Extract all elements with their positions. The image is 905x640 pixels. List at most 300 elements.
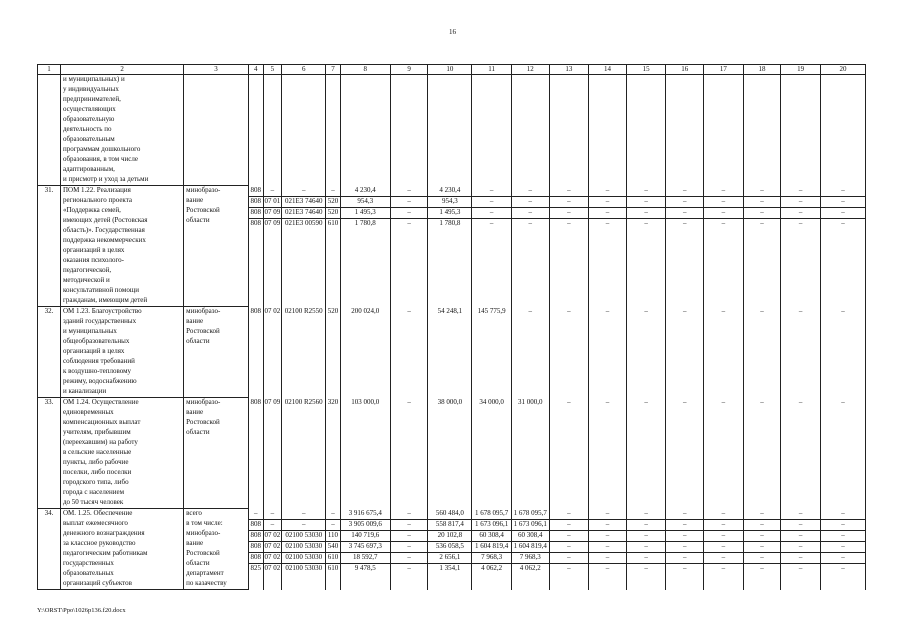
value-line: – — [589, 197, 626, 208]
value-line: – — [744, 186, 781, 197]
value-line: – — [550, 197, 589, 208]
value-line: – — [760, 397, 764, 406]
measure-name-line: педагогической, — [62, 266, 112, 274]
measure-name-line: за классное руководство — [62, 539, 136, 547]
value-line: – — [798, 563, 803, 572]
column-number-cell: 17 — [704, 65, 744, 75]
measure-name-line: компенсационных выплат — [62, 418, 141, 426]
value-line: – — [821, 553, 865, 564]
value-line: 1 780,8 — [439, 218, 461, 227]
value-line: – — [326, 509, 340, 520]
value-cell — [340, 307, 390, 398]
value-line: – — [781, 509, 820, 520]
value-cell — [340, 398, 390, 509]
value-line: 07 09 — [264, 218, 281, 227]
value-line: – — [821, 197, 865, 208]
value-line: 07 02 — [264, 542, 282, 553]
value-line: – — [781, 186, 820, 197]
value-line: 808 — [250, 397, 261, 406]
row-number: 31. — [38, 186, 61, 307]
value-line: – — [666, 542, 703, 553]
value-cell — [390, 307, 428, 398]
value-cell — [666, 75, 704, 186]
value-line: – — [760, 218, 764, 227]
measure-name-line: консультативной помощи — [62, 286, 139, 294]
value-cell — [589, 186, 627, 307]
value-line: – — [644, 306, 648, 315]
value-line: – — [666, 520, 703, 531]
value-cell — [326, 398, 341, 509]
value-line: – — [744, 553, 781, 564]
value-cell — [820, 509, 865, 590]
executor — [184, 307, 249, 398]
value-line: – — [391, 186, 428, 197]
budget-table — [37, 64, 866, 590]
value-line: – — [821, 542, 865, 553]
value-cell — [704, 75, 744, 186]
table-row — [38, 307, 866, 398]
value-line: 808 — [250, 306, 261, 315]
value-cell — [282, 509, 326, 590]
column-number-cell: 15 — [626, 65, 666, 75]
value-cell — [282, 398, 326, 509]
value-line: – — [627, 542, 666, 553]
value-line: – — [644, 218, 648, 227]
executor-line: по казачеству — [186, 579, 227, 587]
measure-name-line: государственных — [62, 559, 114, 567]
value-line: – — [821, 208, 865, 219]
page-number: 16 — [449, 28, 456, 36]
value-cell — [549, 75, 589, 186]
value-cell — [263, 307, 282, 398]
value-cell — [589, 398, 627, 509]
value-line: 18 592,7 — [341, 553, 390, 564]
measure-name-line: организаций в целях — [62, 246, 125, 254]
measure-name-line: зданий государственных — [62, 317, 137, 325]
value-cell — [549, 509, 589, 590]
value-cell — [820, 75, 865, 186]
measure-name-line: выплат ежемесячного — [62, 519, 128, 527]
value-line: 103 000,0 — [351, 397, 380, 406]
value-cell — [666, 509, 704, 590]
measure-name — [60, 398, 183, 509]
measure-name-line: поддержка некоммерческих — [62, 236, 146, 244]
value-cell — [666, 307, 704, 398]
value-line: 808 — [249, 531, 263, 542]
value-line: – — [744, 208, 781, 219]
value-line: – — [721, 306, 726, 315]
measure-name-line: «Поддержка семей, — [62, 206, 121, 214]
value-line: 610 — [327, 218, 339, 227]
value-line: – — [744, 542, 781, 553]
value-line: – — [704, 186, 743, 197]
value-line: – — [627, 197, 666, 208]
measure-name-line: ПОМ 1.22. Реализация — [62, 186, 131, 194]
value-line: – — [282, 186, 325, 197]
value-line: 520 — [326, 208, 340, 219]
column-number-cell: 1 — [38, 65, 61, 75]
value-line: 02100 53030 — [282, 531, 325, 542]
measure-name — [60, 186, 183, 307]
executor-line: минобразо- — [186, 398, 221, 406]
column-number-cell: 10 — [428, 65, 472, 75]
value-line: – — [644, 397, 648, 406]
value-line: 4 230,4 — [428, 186, 471, 197]
value-line: – — [326, 186, 340, 197]
value-line: – — [391, 197, 428, 208]
value-cell — [511, 186, 549, 307]
measure-name-line: учителям, прибывшим — [62, 428, 131, 436]
value-cell — [781, 307, 821, 398]
value-line: 07 02 — [264, 563, 281, 572]
value-line: – — [567, 563, 571, 572]
value-cell — [589, 307, 627, 398]
value-line: 7 968,3 — [512, 553, 549, 564]
value-cell — [781, 186, 821, 307]
value-cell — [820, 186, 865, 307]
value-line: – — [760, 563, 764, 572]
value-line: 021E3 74640 — [282, 197, 325, 208]
value-line: 02100 R2550 — [284, 306, 323, 315]
value-line: 1 604 819,4 — [472, 542, 511, 553]
value-line: – — [666, 186, 703, 197]
column-number-cell: 8 — [340, 65, 390, 75]
value-line: 200 024,0 — [351, 306, 380, 315]
executor-line: всего — [186, 509, 202, 517]
value-cell — [743, 186, 781, 307]
value-cell — [428, 75, 472, 186]
value-line: – — [528, 306, 532, 315]
column-number-row — [38, 65, 866, 75]
measure-name-line: режиму, водоснабжению — [62, 377, 137, 385]
value-line: 021E3 74640 — [282, 208, 325, 219]
value-line: – — [589, 509, 626, 520]
value-cell — [626, 509, 666, 590]
measure-name-line: образования, в том числе — [62, 155, 138, 163]
value-line: – — [407, 397, 411, 406]
value-line: 808 — [250, 218, 261, 227]
value-line: 07 02 — [264, 531, 282, 542]
value-cell — [390, 186, 428, 307]
value-line: – — [798, 306, 803, 315]
value-line: – — [391, 531, 428, 542]
value-cell — [666, 186, 704, 307]
value-line: – — [472, 186, 511, 197]
executor-line: минобразо- — [186, 529, 221, 537]
measure-name-line: методической и — [62, 276, 110, 284]
measure-name-line: в сельские населенные — [62, 448, 132, 456]
value-cell — [820, 307, 865, 398]
value-cell — [390, 509, 428, 590]
value-cell — [743, 307, 781, 398]
measure-name — [60, 509, 183, 590]
column-number-cell: 3 — [184, 65, 249, 75]
value-line: – — [627, 509, 666, 520]
value-line: – — [841, 218, 845, 227]
value-line: – — [841, 306, 845, 315]
measure-name-line: предпринимателей, — [62, 95, 121, 103]
value-cell — [248, 307, 263, 398]
value-line: – — [472, 208, 511, 219]
value-cell — [390, 75, 428, 186]
value-line: – — [627, 208, 666, 219]
value-line: – — [721, 397, 726, 406]
measure-name-line: поселки, либо поселки — [62, 468, 132, 476]
value-line: – — [407, 306, 411, 315]
value-cell — [248, 398, 263, 509]
value-cell — [511, 75, 549, 186]
value-cell — [472, 75, 512, 186]
value-line: – — [821, 509, 865, 520]
executor-line: Ростовской — [186, 206, 220, 214]
value-line: 1 495,3 — [341, 208, 390, 219]
measure-name-line: города с населением — [62, 488, 125, 496]
value-line: 1 673 096,1 — [472, 520, 511, 531]
measure-name-line: осуществляющих — [62, 105, 116, 113]
value-line: – — [550, 553, 589, 564]
value-line: 60 308,4 — [472, 531, 511, 542]
footer-file-path: Y:\ORST\Ppo\1026p136.f20.docx — [37, 607, 126, 614]
value-line: 3 905 009,6 — [341, 520, 390, 531]
value-line: – — [781, 531, 820, 542]
value-line: 610 — [326, 553, 340, 564]
value-line: – — [528, 218, 532, 227]
executor-line: области — [186, 428, 210, 436]
value-line: – — [605, 563, 610, 572]
value-line: – — [682, 218, 687, 227]
measure-name-line: денежного вознаграждения — [62, 529, 145, 537]
value-line: – — [627, 520, 666, 531]
value-line: – — [567, 397, 571, 406]
measure-name-line: соблюдения требований — [62, 357, 135, 365]
value-cell — [326, 307, 341, 398]
value-line: 2 656,1 — [428, 553, 471, 564]
value-cell — [511, 398, 549, 509]
measure-name-line: оказания психолого- — [62, 256, 124, 264]
value-cell — [743, 398, 781, 509]
measure-name-line: у индивидуальных — [62, 85, 119, 93]
value-line: – — [282, 509, 325, 520]
value-cell — [428, 398, 472, 509]
value-cell — [428, 307, 472, 398]
value-line: – — [567, 218, 571, 227]
value-line: – — [744, 197, 781, 208]
measure-name-line: ОМ. 1.25. Обеспечение — [62, 509, 133, 517]
value-line: – — [841, 563, 845, 572]
value-line: 610 — [327, 563, 339, 572]
value-line: 3 745 697,3 — [341, 542, 390, 553]
value-line: 520 — [327, 306, 339, 315]
value-line: 4 062,2 — [481, 563, 503, 572]
value-line: 540 — [326, 542, 340, 553]
value-line: 1 678 095,7 — [472, 509, 511, 520]
value-cell — [704, 307, 744, 398]
value-line: – — [391, 553, 428, 564]
measure-name-line: образовательную — [62, 115, 115, 123]
value-line: – — [391, 208, 428, 219]
value-cell — [326, 186, 341, 307]
value-line: – — [704, 542, 743, 553]
value-cell — [282, 186, 326, 307]
value-line: 34 000,0 — [479, 397, 504, 406]
value-cell — [263, 186, 282, 307]
value-line: 60 308,4 — [512, 531, 549, 542]
column-number-cell: 6 — [282, 65, 326, 75]
value-cell — [589, 75, 627, 186]
column-number-cell: 14 — [589, 65, 627, 75]
measure-name — [60, 307, 183, 398]
value-line: 558 817,4 — [428, 520, 471, 531]
value-line: – — [249, 509, 263, 520]
measure-name-line: деятельность по — [62, 125, 112, 133]
value-line: – — [821, 520, 865, 531]
executor-line: Ростовской — [186, 549, 220, 557]
value-line: 536 058,5 — [428, 542, 471, 553]
value-line: – — [550, 208, 589, 219]
value-line: – — [682, 306, 687, 315]
value-line: – — [391, 509, 428, 520]
value-line: – — [744, 520, 781, 531]
value-cell — [626, 307, 666, 398]
value-line: – — [589, 542, 626, 553]
measure-name — [60, 75, 183, 186]
value-cell — [704, 509, 744, 590]
value-line: – — [666, 197, 703, 208]
measure-name-line: ОМ 1.23. Благоустройство — [62, 307, 142, 315]
value-line: – — [589, 208, 626, 219]
value-line: 31 000,0 — [517, 397, 543, 406]
value-line: – — [550, 186, 589, 197]
value-line: – — [666, 208, 703, 219]
measure-name-line: и муниципальных) и — [62, 75, 125, 83]
value-line: 07 01 — [264, 197, 282, 208]
value-cell — [428, 509, 472, 590]
column-number-cell: 19 — [781, 65, 821, 75]
table-row — [38, 509, 866, 590]
value-line: 02100 53030 — [282, 542, 325, 553]
value-line: 808 — [249, 197, 263, 208]
value-line: – — [264, 520, 282, 531]
executor-line: минобразо- — [186, 307, 221, 315]
value-cell — [248, 509, 263, 590]
value-line: – — [391, 542, 428, 553]
value-line: – — [589, 186, 626, 197]
value-line: – — [407, 218, 411, 227]
value-cell — [589, 509, 627, 590]
measure-name-line: и муниципальных — [62, 327, 117, 335]
column-number-cell: 2 — [60, 65, 183, 75]
column-number-cell: 18 — [743, 65, 781, 75]
value-line: 1 604 819,4 — [512, 542, 549, 553]
column-number-cell: 16 — [666, 65, 704, 75]
measure-name-line: единовременных — [62, 408, 114, 416]
value-cell — [340, 75, 390, 186]
value-line: 808 — [249, 186, 263, 197]
measure-name-line: городского типа, либо — [62, 478, 129, 486]
executor-line: вание — [186, 408, 204, 416]
value-line: 20 102,8 — [428, 531, 471, 542]
measure-name-line: образовательных — [62, 569, 114, 577]
executor-line: вание — [186, 317, 204, 325]
value-cell — [549, 186, 589, 307]
value-line: – — [326, 520, 340, 531]
value-line: – — [666, 553, 703, 564]
row-number: 32. — [38, 307, 61, 398]
executor-line: вание — [186, 539, 204, 547]
row-number: 33. — [38, 398, 61, 509]
value-line: – — [627, 553, 666, 564]
value-line: 825 — [250, 563, 261, 572]
value-line: 9 478,5 — [354, 563, 376, 572]
value-cell — [781, 75, 821, 186]
value-cell — [263, 398, 282, 509]
value-cell — [781, 509, 821, 590]
executor-line: в том числе: — [186, 519, 223, 527]
value-line: – — [264, 509, 282, 520]
value-cell — [282, 307, 326, 398]
value-line: – — [821, 186, 865, 197]
value-cell — [263, 509, 282, 590]
value-line: – — [704, 197, 743, 208]
value-line: 1 495,3 — [428, 208, 471, 219]
column-number-cell: 9 — [390, 65, 428, 75]
executor-line: Ростовской — [186, 327, 220, 335]
value-line: – — [264, 186, 282, 197]
value-cell — [472, 307, 512, 398]
measure-name-line: образовательным — [62, 135, 115, 143]
value-cell — [472, 186, 512, 307]
value-line: 1 354,1 — [439, 563, 461, 572]
value-line: 140 719,6 — [341, 531, 390, 542]
value-line: – — [589, 553, 626, 564]
value-line: – — [407, 563, 411, 572]
value-line: 110 — [326, 531, 340, 542]
value-line: – — [589, 520, 626, 531]
column-number-cell: 11 — [472, 65, 512, 75]
value-line: – — [489, 218, 494, 227]
value-line: – — [512, 208, 549, 219]
executor — [184, 186, 249, 307]
value-cell — [340, 509, 390, 590]
executor-line: минобразо- — [186, 186, 221, 194]
value-line: – — [704, 531, 743, 542]
value-line: 02100 53030 — [282, 553, 325, 564]
value-line: – — [605, 306, 610, 315]
value-line: – — [682, 397, 687, 406]
value-cell — [704, 398, 744, 509]
value-line: 07 02 — [264, 553, 282, 564]
measure-name-line: и канализации — [62, 387, 107, 395]
value-line: 1 678 095,7 — [512, 509, 549, 520]
value-cell — [626, 398, 666, 509]
value-line: – — [798, 218, 803, 227]
executor — [184, 509, 249, 590]
measure-name-line: регионального проекта — [62, 196, 132, 204]
measure-name-line: и присмотр и уход за детьми — [62, 175, 149, 183]
measure-name-line: организаций субъектов — [62, 579, 132, 587]
value-cell — [472, 398, 512, 509]
row-number: 34. — [38, 509, 61, 590]
value-line: 02100 R2560 — [284, 397, 323, 406]
value-line: 07 09 — [264, 208, 282, 219]
value-line: – — [282, 520, 325, 531]
value-line: 808 — [249, 520, 263, 531]
value-cell — [743, 75, 781, 186]
value-cell — [248, 186, 263, 307]
value-line: – — [744, 509, 781, 520]
column-number-cell: 4 — [248, 65, 263, 75]
value-line: – — [605, 218, 610, 227]
